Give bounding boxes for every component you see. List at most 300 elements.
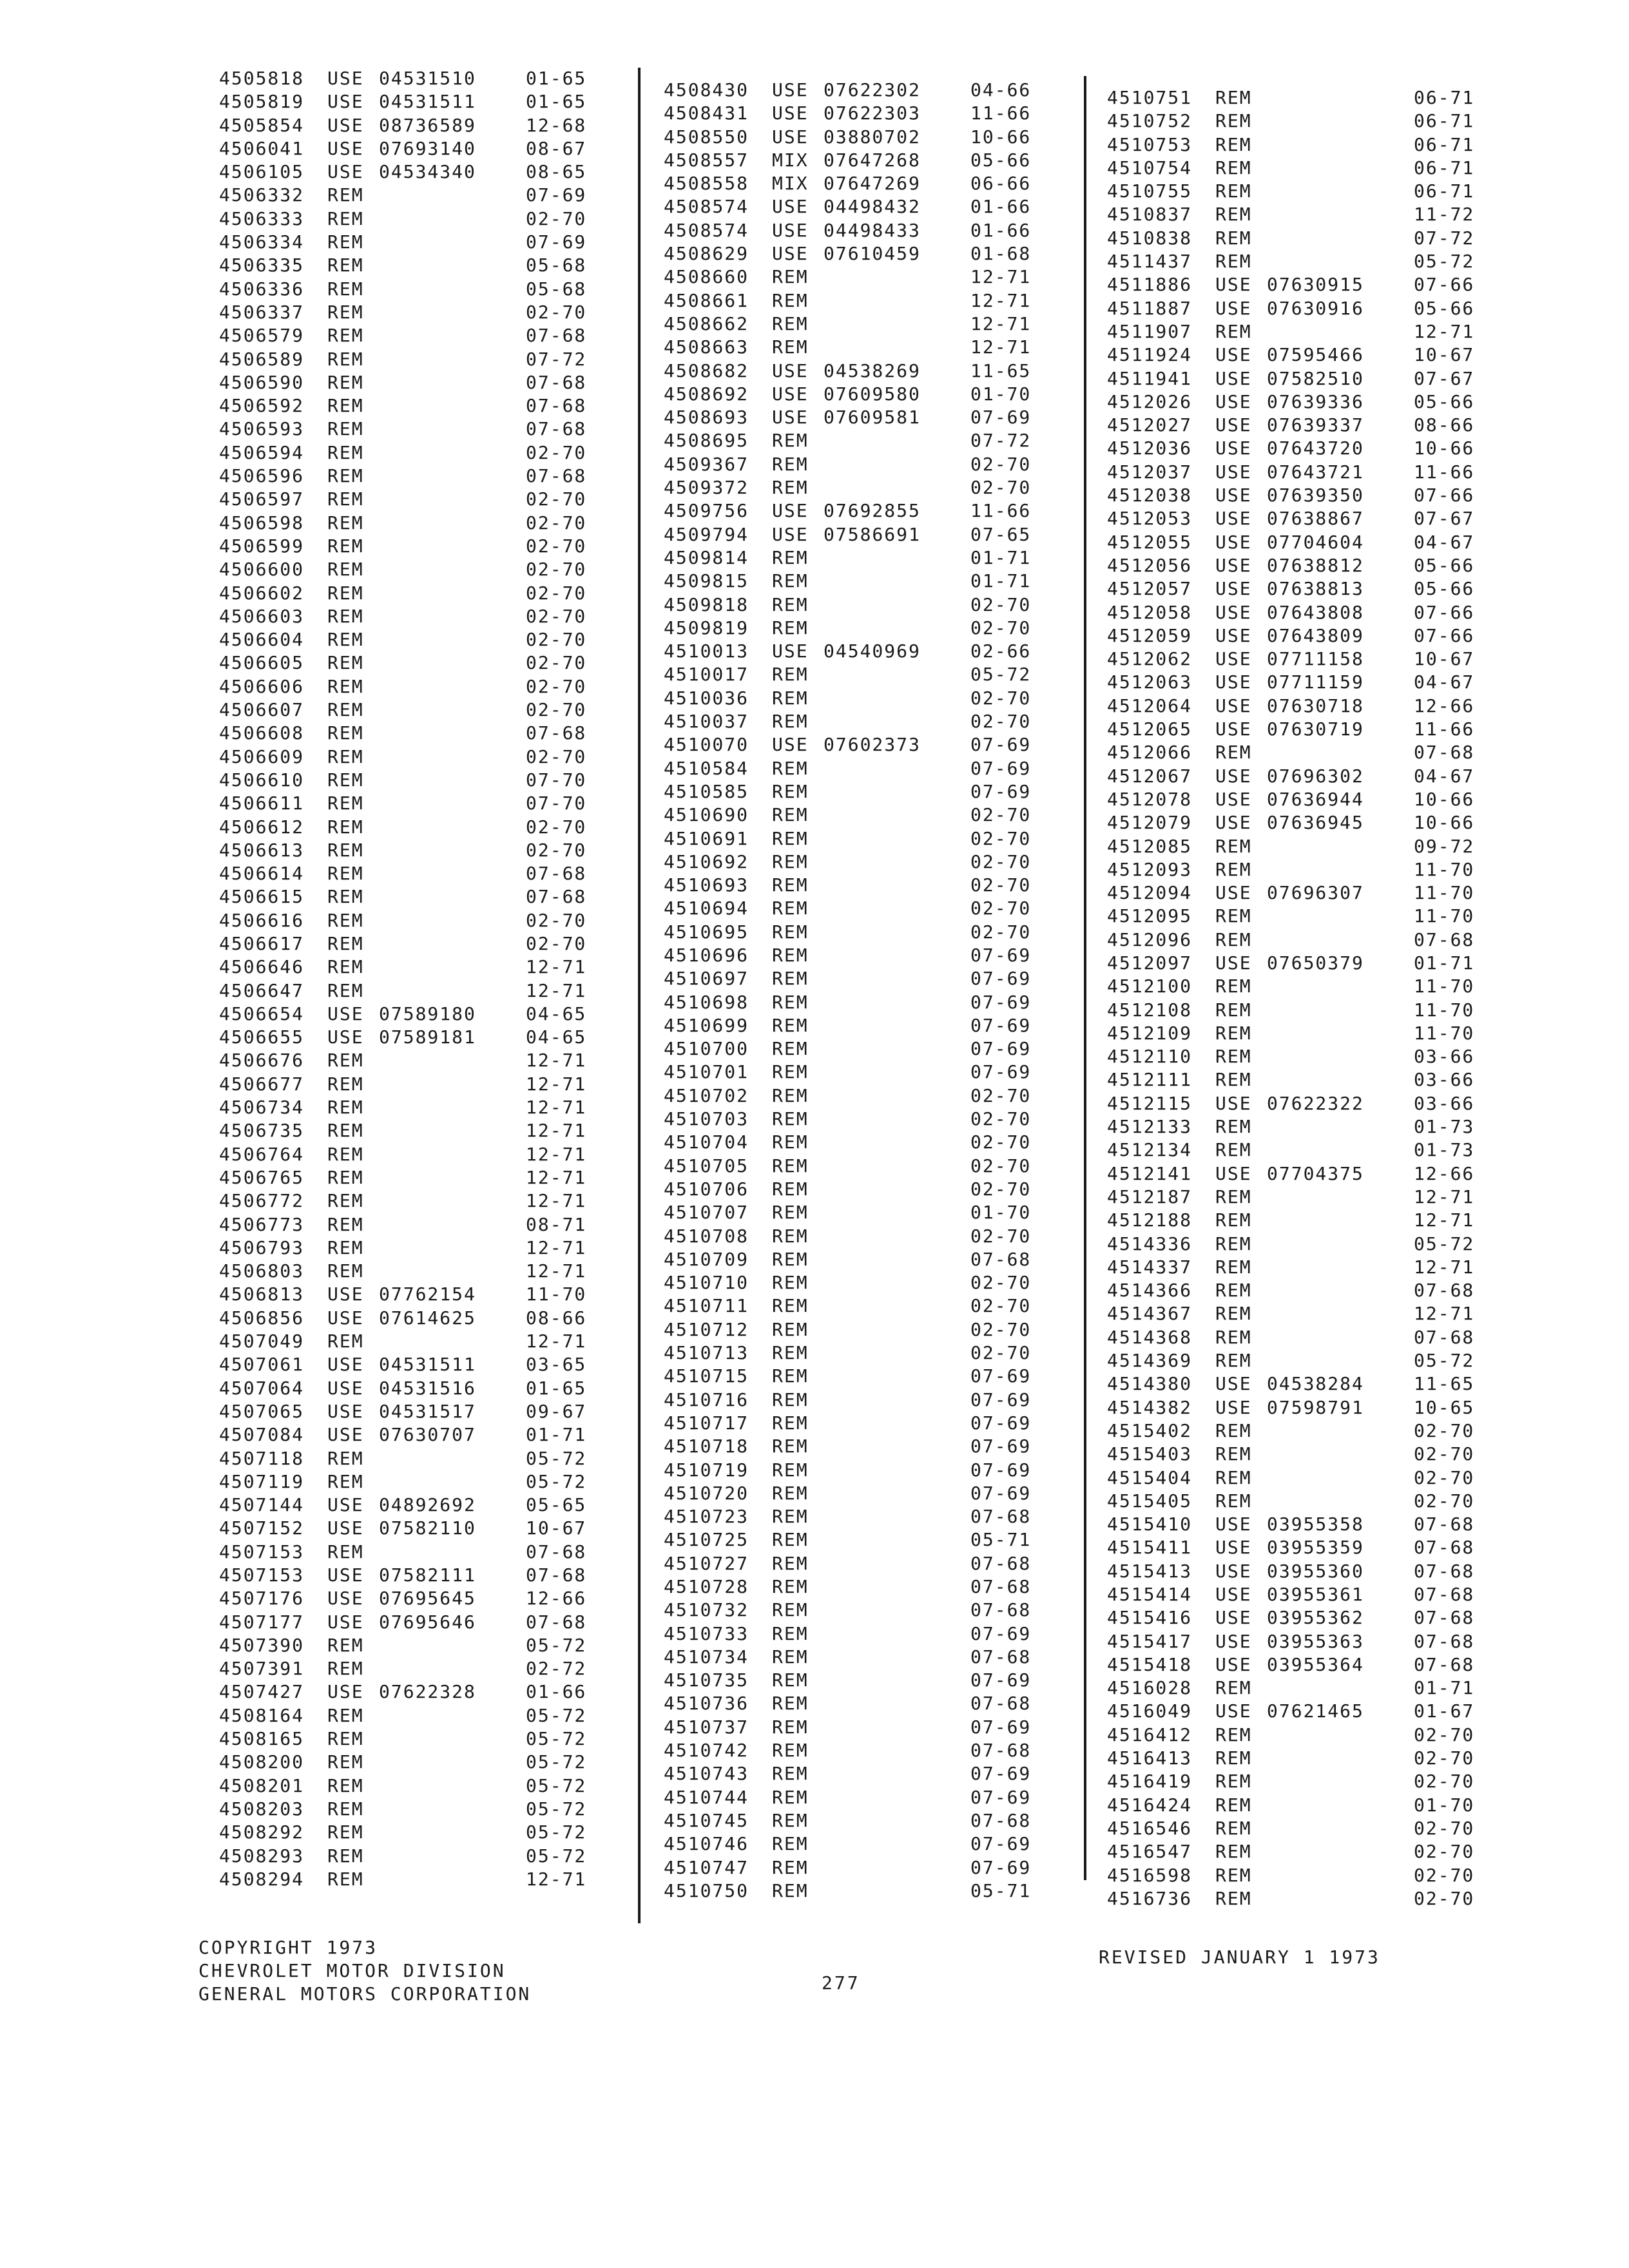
replacement-part bbox=[1267, 1349, 1414, 1372]
effective-date: 12-66 bbox=[1414, 695, 1475, 716]
part-number: 4506105 bbox=[219, 161, 305, 183]
replacement-part bbox=[824, 1178, 970, 1201]
part-number: 4515418 bbox=[1107, 1653, 1193, 1675]
part-row bbox=[1107, 1396, 1485, 1419]
part-number: 4512057 bbox=[1107, 578, 1193, 600]
part-row bbox=[219, 1166, 597, 1189]
replacement-part: 07762154 bbox=[379, 1283, 476, 1305]
replacement-part bbox=[824, 1669, 970, 1692]
part-number: 4515410 bbox=[1107, 1514, 1193, 1535]
part-row bbox=[1107, 1490, 1485, 1513]
action-code: REM bbox=[1215, 999, 1252, 1021]
effective-date: 10-67 bbox=[1414, 344, 1475, 366]
part-row bbox=[664, 827, 1041, 850]
effective-date: 04-65 bbox=[526, 1026, 587, 1048]
replacement-part: 07704604 bbox=[1267, 531, 1364, 553]
part-number: 4512115 bbox=[1107, 1092, 1193, 1114]
part-row bbox=[664, 1716, 1041, 1739]
action-code: REM bbox=[327, 1868, 364, 1890]
page-number: 277 bbox=[822, 1972, 860, 1994]
effective-date: 02-70 bbox=[1414, 1419, 1475, 1441]
effective-date: 02-70 bbox=[526, 675, 587, 697]
action-code: USE bbox=[1215, 1630, 1252, 1652]
part-number: 4507153 bbox=[219, 1541, 305, 1562]
effective-date: 02-70 bbox=[526, 699, 587, 721]
action-code: REM bbox=[327, 1331, 364, 1352]
replacement-part: 07647269 bbox=[824, 173, 921, 195]
part-number: 4510716 bbox=[664, 1389, 749, 1410]
effective-date: 05-72 bbox=[526, 1774, 587, 1796]
part-number: 4508629 bbox=[664, 243, 749, 265]
part-row bbox=[1107, 741, 1485, 764]
part-number: 4506609 bbox=[219, 745, 305, 767]
action-code: REM bbox=[327, 1166, 364, 1188]
part-number: 4506735 bbox=[219, 1120, 305, 1142]
part-row bbox=[1107, 367, 1485, 390]
part-number: 4510723 bbox=[664, 1506, 749, 1528]
part-number: 4512064 bbox=[1107, 695, 1193, 716]
effective-date: 07-67 bbox=[1414, 367, 1475, 389]
part-number: 4508430 bbox=[664, 79, 749, 101]
part-row bbox=[1107, 1700, 1485, 1723]
effective-date: 01-71 bbox=[1414, 952, 1475, 974]
effective-date: 07-68 bbox=[526, 722, 587, 744]
part-number: 4512097 bbox=[1107, 952, 1193, 974]
effective-date: 02-70 bbox=[526, 629, 587, 651]
effective-date: 11-70 bbox=[1414, 858, 1475, 880]
replacement-part bbox=[1267, 227, 1414, 250]
action-code: USE bbox=[1215, 461, 1252, 483]
effective-date: 02-70 bbox=[970, 1155, 1032, 1177]
part-row bbox=[1107, 507, 1485, 530]
effective-date: 07-70 bbox=[526, 793, 587, 814]
effective-date: 07-69 bbox=[526, 184, 587, 206]
replacement-part: 04538269 bbox=[824, 360, 921, 381]
part-number: 4506596 bbox=[219, 465, 305, 487]
part-number: 4510715 bbox=[664, 1365, 749, 1387]
part-number: 4506602 bbox=[219, 582, 305, 604]
effective-date: 05-72 bbox=[1414, 1233, 1475, 1254]
part-number: 4508695 bbox=[664, 430, 749, 452]
effective-date: 01-73 bbox=[1414, 1139, 1475, 1161]
replacement-part bbox=[1267, 1115, 1414, 1139]
effective-date: 03-66 bbox=[1414, 1046, 1475, 1068]
effective-date: 10-66 bbox=[1414, 788, 1475, 810]
part-row bbox=[219, 348, 597, 371]
part-number: 4507065 bbox=[219, 1400, 305, 1422]
effective-date: 05-65 bbox=[526, 1494, 587, 1516]
effective-date: 07-68 bbox=[970, 1506, 1032, 1528]
replacement-part: 07636944 bbox=[1267, 788, 1364, 810]
effective-date: 02-70 bbox=[1414, 1887, 1475, 1909]
effective-date: 12-71 bbox=[526, 1097, 587, 1119]
replacement-part bbox=[379, 1798, 526, 1821]
action-code: REM bbox=[772, 991, 809, 1013]
effective-date: 02-70 bbox=[970, 1272, 1032, 1294]
part-row bbox=[1107, 1606, 1485, 1629]
part-row bbox=[1107, 484, 1485, 507]
part-row bbox=[664, 640, 1041, 663]
effective-date: 07-69 bbox=[970, 1716, 1032, 1738]
effective-date: 11-70 bbox=[1414, 905, 1475, 927]
action-code: REM bbox=[772, 1529, 809, 1551]
action-code: USE bbox=[772, 243, 809, 265]
part-number: 4506616 bbox=[219, 909, 305, 931]
replacement-part: 07711159 bbox=[1267, 671, 1364, 693]
column-divider-2 bbox=[1084, 76, 1086, 1880]
part-number: 4506597 bbox=[219, 488, 305, 510]
part-row bbox=[664, 1037, 1041, 1061]
part-number: 4512111 bbox=[1107, 1069, 1193, 1091]
action-code: REM bbox=[327, 1541, 364, 1562]
part-number: 4506611 bbox=[219, 793, 305, 814]
replacement-part bbox=[824, 1482, 970, 1505]
action-code: USE bbox=[772, 102, 809, 124]
action-code: REM bbox=[327, 886, 364, 908]
replacement-part bbox=[824, 1646, 970, 1669]
action-code: REM bbox=[327, 1774, 364, 1796]
replacement-part: 07630916 bbox=[1267, 297, 1364, 319]
action-code: REM bbox=[772, 1786, 809, 1808]
replacement-part bbox=[1267, 1794, 1414, 1817]
effective-date: 02-70 bbox=[526, 559, 587, 581]
part-number: 4506589 bbox=[219, 348, 305, 370]
part-row bbox=[1107, 86, 1485, 110]
effective-date: 05-66 bbox=[1414, 390, 1475, 412]
replacement-part: 07609581 bbox=[824, 407, 921, 428]
action-code: REM bbox=[1215, 320, 1252, 342]
part-number: 4510584 bbox=[664, 757, 749, 779]
replacement-part: 07647268 bbox=[824, 149, 921, 171]
action-code: USE bbox=[1215, 297, 1252, 319]
replacement-part bbox=[824, 850, 970, 874]
part-row bbox=[219, 558, 597, 581]
action-code: REM bbox=[327, 1050, 364, 1072]
part-row bbox=[1107, 1794, 1485, 1817]
action-code: REM bbox=[772, 1412, 809, 1434]
part-number: 4510697 bbox=[664, 968, 749, 990]
effective-date: 02-70 bbox=[526, 582, 587, 604]
part-number: 4505818 bbox=[219, 68, 305, 89]
action-code: USE bbox=[1215, 1700, 1252, 1722]
replacement-part bbox=[1267, 86, 1414, 110]
part-row bbox=[664, 1809, 1041, 1832]
effective-date: 02-70 bbox=[970, 477, 1032, 499]
part-number: 4506615 bbox=[219, 886, 305, 908]
part-row bbox=[1107, 718, 1485, 741]
part-row bbox=[219, 1330, 597, 1353]
replacement-part bbox=[824, 453, 970, 476]
part-row bbox=[219, 1751, 597, 1774]
replacement-part bbox=[379, 1470, 526, 1494]
part-row bbox=[1107, 1466, 1485, 1490]
replacement-part: 03955360 bbox=[1267, 1560, 1364, 1582]
part-number: 4510747 bbox=[664, 1856, 749, 1878]
part-row bbox=[664, 242, 1041, 265]
effective-date: 07-68 bbox=[526, 418, 587, 440]
effective-date: 07-66 bbox=[1414, 624, 1475, 646]
part-number: 4514382 bbox=[1107, 1396, 1193, 1418]
replacement-part: 03955364 bbox=[1267, 1653, 1364, 1675]
part-number: 4515404 bbox=[1107, 1466, 1193, 1488]
replacement-part bbox=[824, 1341, 970, 1365]
part-number: 4516546 bbox=[1107, 1817, 1193, 1839]
part-number: 4510707 bbox=[664, 1202, 749, 1224]
part-number: 4515414 bbox=[1107, 1584, 1193, 1605]
action-code: REM bbox=[327, 371, 364, 393]
effective-date: 04-65 bbox=[526, 1003, 587, 1024]
action-code: USE bbox=[1215, 437, 1252, 459]
part-number: 4510700 bbox=[664, 1038, 749, 1060]
effective-date: 02-70 bbox=[1414, 1490, 1475, 1512]
action-code: REM bbox=[1215, 742, 1252, 764]
effective-date: 02-70 bbox=[526, 909, 587, 931]
effective-date: 07-68 bbox=[526, 395, 587, 417]
part-row bbox=[1107, 1349, 1485, 1372]
action-code: REM bbox=[1215, 835, 1252, 857]
part-number: 4511437 bbox=[1107, 251, 1193, 273]
replacement-part: 07622303 bbox=[824, 102, 921, 124]
part-row bbox=[664, 1294, 1041, 1318]
part-number: 4510727 bbox=[664, 1552, 749, 1574]
effective-date: 07-68 bbox=[970, 1599, 1032, 1621]
part-row bbox=[1107, 1209, 1485, 1232]
replacement-part bbox=[824, 1809, 970, 1832]
replacement-part bbox=[1267, 133, 1414, 157]
part-number: 4510752 bbox=[1107, 110, 1193, 132]
part-row bbox=[219, 1611, 597, 1634]
replacement-part bbox=[824, 1692, 970, 1715]
effective-date: 07-68 bbox=[970, 1646, 1032, 1667]
action-code: REM bbox=[772, 711, 809, 733]
replacement-part bbox=[1267, 858, 1414, 881]
part-row bbox=[1107, 180, 1485, 203]
effective-date: 05-72 bbox=[526, 1704, 587, 1726]
replacement-part bbox=[1267, 1466, 1414, 1490]
part-number: 4510036 bbox=[664, 687, 749, 709]
part-row bbox=[1107, 227, 1485, 250]
replacement-part bbox=[824, 1201, 970, 1224]
action-code: REM bbox=[327, 207, 364, 229]
effective-date: 02-70 bbox=[1414, 1724, 1475, 1745]
part-number: 4506334 bbox=[219, 231, 305, 253]
replacement-part bbox=[824, 1365, 970, 1388]
part-number: 4510751 bbox=[1107, 87, 1193, 108]
action-code: REM bbox=[772, 570, 809, 592]
part-row bbox=[664, 687, 1041, 710]
part-row bbox=[1107, 390, 1485, 414]
effective-date: 07-68 bbox=[1414, 928, 1475, 950]
replacement-part bbox=[1267, 180, 1414, 203]
action-code: REM bbox=[1215, 1022, 1252, 1044]
part-number: 4510698 bbox=[664, 991, 749, 1013]
action-code: USE bbox=[1215, 531, 1252, 553]
part-number: 4511941 bbox=[1107, 367, 1193, 389]
part-row bbox=[664, 897, 1041, 920]
replacement-part: 07630915 bbox=[1267, 274, 1364, 296]
effective-date: 01-71 bbox=[526, 1424, 587, 1446]
effective-date: 07-70 bbox=[526, 769, 587, 791]
action-code: REM bbox=[1215, 1280, 1252, 1302]
action-code: USE bbox=[1215, 695, 1252, 716]
effective-date: 05-72 bbox=[526, 1751, 587, 1773]
effective-date: 07-68 bbox=[526, 1564, 587, 1586]
part-number: 4508682 bbox=[664, 360, 749, 381]
replacement-part bbox=[824, 1037, 970, 1061]
part-row bbox=[1107, 577, 1485, 601]
part-row bbox=[219, 1798, 597, 1821]
action-code: REM bbox=[772, 1389, 809, 1410]
part-number: 4506617 bbox=[219, 932, 305, 954]
part-number: 4512094 bbox=[1107, 882, 1193, 904]
part-number: 4512063 bbox=[1107, 671, 1193, 693]
action-code: USE bbox=[327, 1517, 364, 1539]
part-row bbox=[219, 254, 597, 277]
part-row bbox=[219, 1307, 597, 1330]
effective-date: 05-66 bbox=[1414, 578, 1475, 600]
action-code: REM bbox=[772, 593, 809, 615]
effective-date: 05-71 bbox=[970, 1529, 1032, 1551]
effective-date: 01-71 bbox=[1414, 1677, 1475, 1699]
action-code: REM bbox=[1215, 928, 1252, 950]
action-code: REM bbox=[772, 968, 809, 990]
part-row bbox=[1107, 999, 1485, 1022]
action-code: REM bbox=[772, 1459, 809, 1481]
effective-date: 04-67 bbox=[1414, 671, 1475, 693]
effective-date: 05-68 bbox=[526, 278, 587, 300]
part-row bbox=[664, 1528, 1041, 1552]
part-row bbox=[664, 663, 1041, 686]
action-code: REM bbox=[772, 477, 809, 499]
part-number: 4516736 bbox=[1107, 1887, 1193, 1909]
effective-date: 02-70 bbox=[970, 593, 1032, 615]
action-code: REM bbox=[327, 418, 364, 440]
effective-date: 12-71 bbox=[970, 312, 1032, 334]
effective-date: 02-70 bbox=[970, 850, 1032, 872]
part-row bbox=[219, 698, 597, 722]
effective-date: 07-69 bbox=[970, 407, 1032, 428]
effective-date: 07-68 bbox=[970, 1809, 1032, 1831]
part-number: 4507144 bbox=[219, 1494, 305, 1516]
effective-date: 12-68 bbox=[526, 114, 587, 136]
replacement-part: 07643809 bbox=[1267, 624, 1364, 646]
part-number: 4506676 bbox=[219, 1050, 305, 1072]
part-row bbox=[664, 1271, 1041, 1294]
action-code: REM bbox=[772, 430, 809, 452]
replacement-part bbox=[379, 792, 526, 815]
action-code: REM bbox=[772, 1833, 809, 1855]
part-number: 4507176 bbox=[219, 1588, 305, 1610]
part-number: 4508692 bbox=[664, 383, 749, 405]
replacement-part bbox=[379, 1096, 526, 1119]
action-code: REM bbox=[327, 863, 364, 885]
effective-date: 07-69 bbox=[970, 1436, 1032, 1457]
part-number: 4505819 bbox=[219, 91, 305, 113]
replacement-part: 07639337 bbox=[1267, 414, 1364, 436]
effective-date: 07-68 bbox=[1414, 1280, 1475, 1302]
action-code: USE bbox=[772, 640, 809, 662]
effective-date: 01-67 bbox=[1414, 1700, 1475, 1722]
part-number: 4512055 bbox=[1107, 531, 1193, 553]
effective-date: 02-70 bbox=[970, 1178, 1032, 1200]
replacement-part bbox=[824, 921, 970, 944]
replacement-part bbox=[379, 1189, 526, 1213]
part-row bbox=[219, 535, 597, 558]
replacement-part: 07696307 bbox=[1267, 882, 1364, 904]
replacement-part bbox=[379, 418, 526, 441]
effective-date: 02-70 bbox=[970, 898, 1032, 919]
action-code: USE bbox=[1215, 1653, 1252, 1675]
effective-date: 02-70 bbox=[970, 687, 1032, 709]
part-number: 4511907 bbox=[1107, 320, 1193, 342]
replacement-part: 07582111 bbox=[379, 1564, 476, 1586]
action-code: REM bbox=[1215, 227, 1252, 249]
effective-date: 01-71 bbox=[970, 570, 1032, 592]
replacement-part bbox=[379, 1049, 526, 1072]
action-code: REM bbox=[327, 605, 364, 627]
action-code: REM bbox=[1215, 1046, 1252, 1068]
action-code: USE bbox=[327, 1003, 364, 1024]
part-number: 4509814 bbox=[664, 546, 749, 568]
action-code: REM bbox=[327, 675, 364, 697]
effective-date: 12-71 bbox=[526, 1868, 587, 1890]
part-row bbox=[1107, 1372, 1485, 1396]
action-code: REM bbox=[327, 839, 364, 861]
action-code: USE bbox=[327, 91, 364, 113]
part-row bbox=[664, 1061, 1041, 1084]
part-row bbox=[664, 1341, 1041, 1365]
replacement-part bbox=[824, 687, 970, 710]
part-row bbox=[219, 1821, 597, 1844]
replacement-part bbox=[824, 1108, 970, 1131]
part-row bbox=[219, 792, 597, 815]
part-number: 4510718 bbox=[664, 1436, 749, 1457]
effective-date: 12-71 bbox=[526, 1120, 587, 1142]
effective-date: 10-67 bbox=[526, 1517, 587, 1539]
action-code: REM bbox=[772, 1622, 809, 1644]
part-row bbox=[219, 278, 597, 301]
effective-date: 05-71 bbox=[970, 1879, 1032, 1901]
column-divider-1 bbox=[638, 68, 641, 1923]
effective-date: 07-68 bbox=[1414, 1607, 1475, 1629]
part-row bbox=[219, 1119, 597, 1142]
effective-date: 02-70 bbox=[970, 921, 1032, 943]
part-row bbox=[664, 523, 1041, 546]
part-row bbox=[664, 1622, 1041, 1646]
effective-date: 02-70 bbox=[970, 1084, 1032, 1106]
effective-date: 05-72 bbox=[526, 1821, 587, 1843]
replacement-part bbox=[379, 465, 526, 488]
replacement-part: 07614625 bbox=[379, 1307, 476, 1329]
replacement-part bbox=[824, 1716, 970, 1739]
action-code: REM bbox=[1215, 87, 1252, 108]
part-row bbox=[664, 453, 1041, 476]
action-code: REM bbox=[772, 1856, 809, 1878]
part-row bbox=[664, 991, 1041, 1014]
effective-date: 12-66 bbox=[1414, 1162, 1475, 1184]
part-row bbox=[664, 1762, 1041, 1785]
action-code: REM bbox=[772, 1318, 809, 1340]
part-row bbox=[1107, 1630, 1485, 1653]
action-code: REM bbox=[772, 1740, 809, 1762]
action-code: USE bbox=[1215, 671, 1252, 693]
replacement-part: 07586691 bbox=[824, 523, 921, 545]
effective-date: 07-68 bbox=[970, 1740, 1032, 1762]
effective-date: 12-71 bbox=[970, 289, 1032, 311]
replacement-part bbox=[824, 874, 970, 897]
part-row bbox=[219, 371, 597, 394]
action-code: REM bbox=[772, 1225, 809, 1247]
